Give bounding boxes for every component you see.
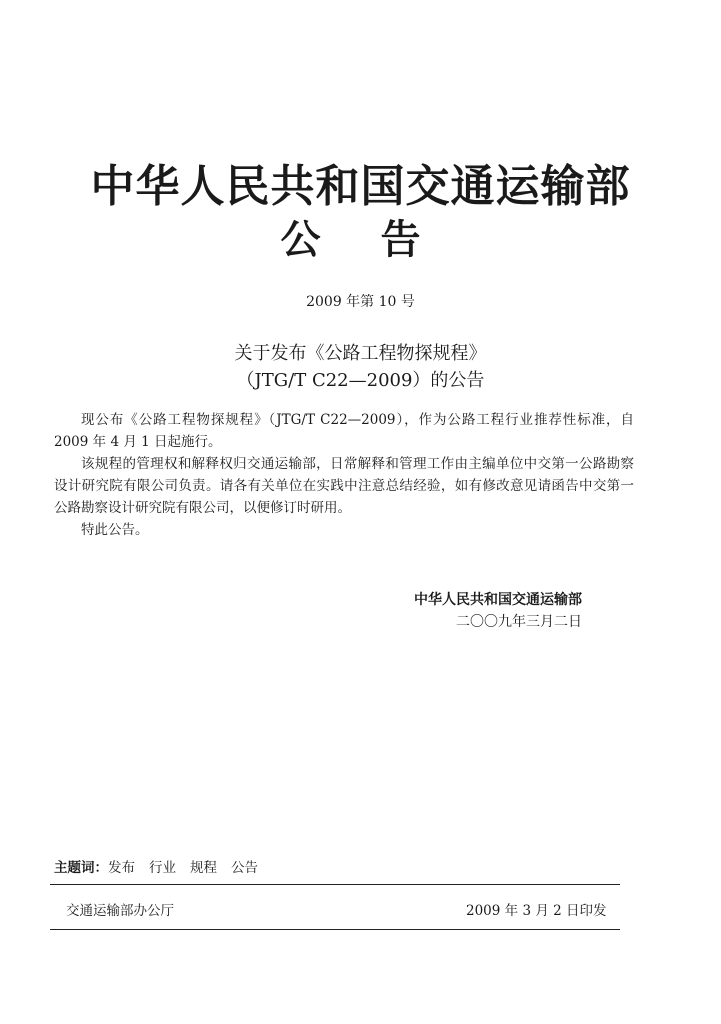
signature-date: 二〇〇九年三月二日 bbox=[456, 614, 582, 630]
notice-heading-line1: 关于发布《公路工程物探规程》 bbox=[234, 343, 487, 364]
signature-organization: 中华人民共和国交通运输部 bbox=[414, 592, 582, 608]
notice-heading-line2: （JTG/T C22—2009）的公告 bbox=[236, 370, 485, 391]
notice-body bbox=[54, 409, 634, 541]
body-paragraph: 特此公告。 bbox=[81, 522, 149, 538]
keywords-label: 主题词： bbox=[54, 860, 108, 876]
keyword: 规程 bbox=[190, 860, 217, 876]
keyword: 公告 bbox=[231, 860, 258, 876]
document-subtitle: 公告 bbox=[280, 217, 481, 263]
document-number: 2009 年第 10 号 bbox=[306, 294, 415, 310]
body-paragraph: 现公布《公路工程物探规程》（JTG/T C22—2009），作为公路工程行业推荐性标准，自 2009 年 4 月 1 日起施行。 bbox=[54, 412, 634, 450]
body-paragraph: 该规程的管理权和解释权归交通运输部，日常解释和管理工作由主编单位中交第一公路勘察设计研究院有限公司负责。请各有关单位在实践中注意总结经验，如有修改意见请函告中交第一公路勘察设计研究院有限公司，以便修订时研用。 bbox=[54, 456, 634, 516]
print-date: 2009 年 3 月 2 日印发 bbox=[466, 903, 607, 919]
keywords-line bbox=[54, 856, 272, 876]
issuing-office: 交通运输部办公厅 bbox=[66, 903, 174, 919]
footer-divider-bottom bbox=[50, 929, 620, 930]
keyword: 行业 bbox=[149, 860, 176, 876]
document-title: 中华人民共和国交通运输部 bbox=[90, 161, 631, 212]
footer-divider-top bbox=[50, 884, 620, 885]
keyword: 发布 bbox=[108, 860, 135, 876]
